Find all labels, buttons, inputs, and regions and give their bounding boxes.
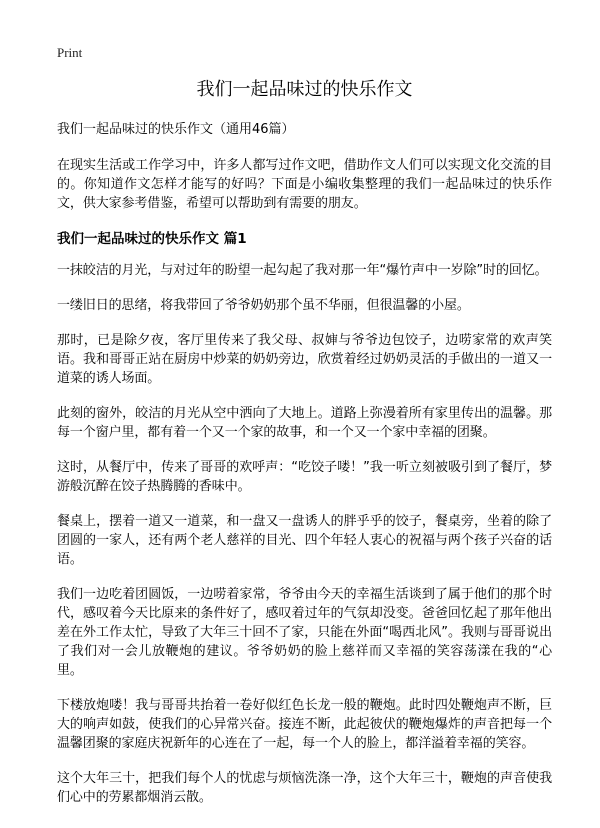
intro-paragraph: 在现实生活或工作学习中，许多人都写过作文吧，借助作文人们可以实现文化交流的目的。你知道作文怎样才能写的好吗？下面是小编收集整理的我们一起品味过的快乐作文，供大家参考借鉴，希望可以帮助到有需要的朋友。 (57, 158, 552, 211)
document-body (57, 77, 552, 823)
paragraph: 此刻的窗外，皎洁的月光从空中洒向了大地上。道路上弥漫着所有家里传出的温馨。那每一个窗户里，都有着一个又一个家的故事，和一个又一个家中幸福的团聚。 (57, 406, 552, 440)
paragraph: 餐桌上，摆着一道又一道菜，和一盘又一盘诱人的胖乎乎的饺子，餐桌旁，坐着的除了团圆的一家人，还有两个老人慈祥的目光、四个年轻人衷心的祝福与两个孩子兴奋的话语。 (57, 514, 552, 567)
paragraph: 一缕旧日的思绪，将我带回了爷爷奶奶那个虽不华丽，但很温馨的小屋。 (57, 298, 470, 313)
paragraph: 这时，从餐厅中，传来了哥哥的欢呼声：“吃饺子喽！”我一听立刻被吸引到了餐厅，梦游般沉醉在饺子热腾腾的香味中。 (57, 460, 552, 494)
section-heading: 我们一起品味过的快乐作文 篇1 (57, 231, 247, 247)
paragraph: 一抹皎洁的月光，与对过年的盼望一起勾起了我对那一年“爆竹声中一岁除”时的回忆。 (57, 263, 548, 278)
paragraph: 这个大年三十，把我们每个人的忧虑与烦恼洗涤一净，这个大年三十，鞭炮的声音使我们心中的劳累都烟消云散。 (57, 771, 552, 805)
paragraph: 那时，已是除夕夜，客厅里传来了我父母、叔婶与爷爷边包饺子，边唠家常的欢声笑语。我和哥哥正站在厨房中炒菜的奶奶旁边，欣赏着经过奶奶灵活的手做出的一道又一道菜的诱人场面。 (57, 333, 552, 386)
subtitle: 我们一起品味过的快乐作文（通用46篇） (57, 122, 295, 137)
paragraph: 我们一边吃着团圆饭，一边唠着家常，爷爷由今天的幸福生活谈到了属于他们的那个时代，感叹着今天比原来的条件好了，感叹着过年的气氛却没变。爸爸回忆起了那年他出差在外工作太忙，导致了大年三十回不了家，只能在外面“喝西北风”。我则与哥哥说出了我们对一会儿放鞭炮的建议。爷爷奶奶的脸上慈祥而又幸福的笑容荡漾在我的“心里。 (57, 587, 552, 678)
page-title: 我们一起品味过的快乐作文 (196, 79, 413, 100)
print-link[interactable]: Print (57, 45, 83, 60)
paragraph: 下楼放炮喽！我与哥哥共抬着一卷好似红色长龙一般的鞭炮。此时四处鞭炮声不断，巨大的响声如鼓，使我们的心异常兴奋。接连不断，此起彼伏的鞭炮爆炸的声音把每一个温馨团聚的家庭庆祝新年的心连在了一起，每一个人的脸上，都洋溢着幸福的笑容。 (57, 698, 552, 751)
